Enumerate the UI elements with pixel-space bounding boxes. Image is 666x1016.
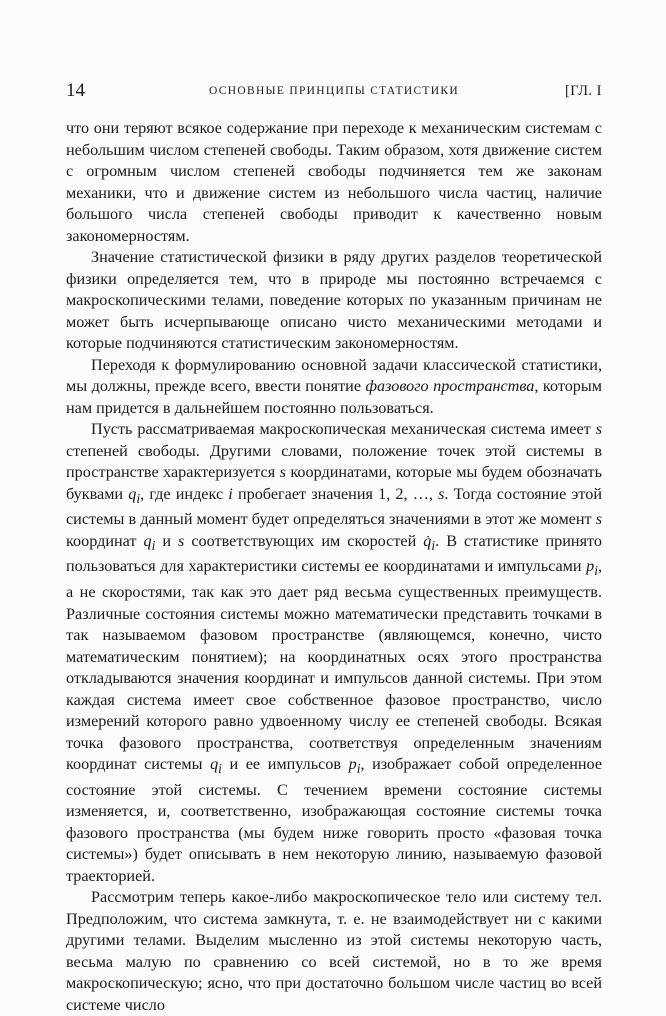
text-run: координат xyxy=(66,531,144,550)
italic-term: p xyxy=(586,557,595,576)
text-run: . Тогда состояние этой системы в данный момент будет определяться значениями в этот же момент xyxy=(66,484,602,529)
italic-term: q̇ xyxy=(423,531,432,550)
italic-term: q xyxy=(210,755,219,774)
running-header xyxy=(66,80,602,106)
italic-term: s xyxy=(595,510,602,529)
running-title: ОСНОВНЫЕ ПРИНЦИПЫ СТАТИСТИКИ xyxy=(209,85,459,97)
body-text xyxy=(66,118,602,1016)
text-run: и ее импульсов xyxy=(221,755,349,774)
text-run: что они теряют всякое содержание при переходе к механическим системам с небольшим числом степеней свободы. Таким образом, хотя движение систем с огромным числом степеней свободы подчиняется тем же законам механики, что и движение систем из небольшого числа частиц, наличие большого числа степеней свободы приводит к качественно новым закономерностям. xyxy=(66,119,602,245)
italic-term: q xyxy=(128,484,137,503)
text-run: пробегает значения 1, 2, …, xyxy=(232,484,439,503)
page-number: 14 xyxy=(66,80,85,101)
text-run: , а не скоростями, так как это дает ряд весьма существенных преимуществ. Различные состояния системы можно математически представить точками в так называемом фазовом пространстве (являющемся, конечно, чисто математическим понятием); на координатных осях этого пространства откладываются значения координат и импульсов данной системы. При этом каждая система имеет свое собственное фазовое пространство, число измерений которого равно удвоенному числу ее степеней свободы. Всякая точка фазового пространства, соответствуя определенным значениям координат системы xyxy=(66,557,602,774)
paragraph xyxy=(66,887,602,1016)
subscript-index: i xyxy=(136,490,141,506)
text-run: Значение статистической физики в ряду других разделов теоретической физики определяется тем, что в природе мы постоянно встречаемся с макроскопическими телами, поведение которых по указанным причинам не может быть исчерпывающе описано чисто механическими методами и которые подчиняются статистическим закономерностям. xyxy=(66,248,602,352)
paragraph xyxy=(66,247,602,355)
subscript-index: i xyxy=(151,537,156,553)
paragraph xyxy=(66,118,602,247)
subscript-index: i xyxy=(356,761,361,777)
italic-term: q xyxy=(143,531,152,550)
italic-term: s xyxy=(595,420,602,438)
italic-term: s xyxy=(178,531,185,550)
chapter-marker: [ГЛ. I xyxy=(564,83,602,99)
italic-term: i xyxy=(228,484,233,503)
italic-term: s xyxy=(438,484,445,503)
subscript-index: i xyxy=(594,563,598,579)
text-run: Пусть рассматриваемая макроскопическая механическая система имеет xyxy=(91,420,596,438)
text-run: . В статистике принято пользоваться для характеристики системы ее координатами и импульсами xyxy=(66,531,602,576)
italic-term: p xyxy=(348,755,357,774)
text-run: Переходя к формулированию основной задачи классической статистики, мы должны, прежде всего, ввести понятие xyxy=(66,355,602,395)
text-run: , изображает собой определенное состояние этой системы. С течением времени состояние системы изменяется, и, соответственно, изображающая состояние системы точка фазового пространства (мы будем ниже говорить просто «фазовая точка системы») будет описывать в нем некоторую линию, называемую фазовой траекторией. xyxy=(66,755,603,885)
text-run: степеней свободы. Другими словами, положение точек этой системы в пространстве характеризуется xyxy=(66,441,602,481)
subscript-index: i xyxy=(218,761,222,777)
italic-term: s xyxy=(279,463,286,481)
text-run: , где индекс xyxy=(140,484,229,503)
subscript-index: i xyxy=(431,537,436,553)
paragraph xyxy=(66,419,602,887)
text-run: координатами, которые мы будем обозначать буквами xyxy=(66,463,602,503)
paragraph xyxy=(66,355,602,420)
text-run: , которым нам придется в дальнейшем постоянно пользоваться. xyxy=(66,377,602,417)
text-run: соответствующих им скоростей xyxy=(184,531,424,550)
text-run: Рассмотрим теперь какое-либо макроскопическое тело или систему тел. Предположим, что система замкнута, т. е. не взаимодействует ни с какими другими телами. Выделим мысленно из этой системы некоторую часть, весьма малую по сравнению со всей системой, но в то же время макроскопическую; ясно, что при достаточно большом числе частиц во всей системе число xyxy=(66,888,602,1014)
text-run: и xyxy=(155,531,179,550)
italic-term: фазового пространства xyxy=(365,377,535,395)
